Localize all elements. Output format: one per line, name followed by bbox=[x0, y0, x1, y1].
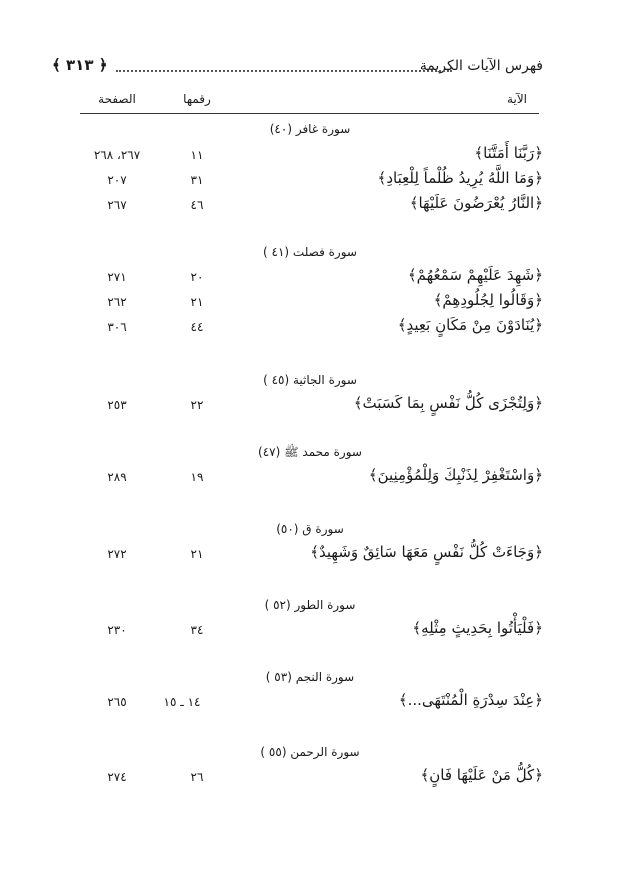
surah-heading: سورة ق (٥٠) bbox=[276, 522, 344, 536]
page-ref: ٢٦٥ bbox=[107, 695, 127, 709]
verse-text: ﴿شَهِدَ عَلَيْهِمْ سَمْعُهُمْ﴾ bbox=[407, 266, 543, 284]
page-ref: ٣٠٦ bbox=[107, 320, 127, 334]
verse-text: ﴿وَمَا اللَّهُ يُرِيدُ ظُلْماً لِلْعِبَادِ﴾ bbox=[377, 169, 543, 187]
running-title: فهرس الآيات الكريمة bbox=[419, 58, 543, 74]
verse-number: ٤٤ bbox=[190, 320, 204, 334]
surah-heading: سورة الرحمن (٥٥ ) bbox=[260, 745, 360, 759]
verse-text: ﴿النَّارُ يُعْرَضُونَ عَلَيْهَا﴾ bbox=[409, 194, 543, 212]
surah-heading: سورة الطور (٥٢ ) bbox=[264, 598, 356, 612]
page-ref: ٢٦٧ bbox=[107, 198, 127, 212]
verse-text: ﴿وَقَالُوا لِجُلُودِهِمْ﴾ bbox=[433, 291, 543, 309]
verse-number: ١٩ bbox=[190, 470, 204, 484]
page-ref: ٢٣٠ bbox=[107, 623, 127, 637]
page-ref: ٢٧١ bbox=[107, 270, 127, 284]
leader-dots bbox=[116, 70, 452, 72]
page-ref: ٢٨٩ bbox=[107, 470, 127, 484]
page-number: ﴿ ٣١٣ ﴾ bbox=[52, 56, 108, 74]
verse-number: ٣٤ bbox=[190, 623, 204, 637]
verse-text: ﴿كُلُّ مَنْ عَلَيْهَا فَانٍ﴾ bbox=[420, 766, 543, 784]
verse-text: ﴿وَاسْتَغْفِرْ لِذَنْبِكَ وَلِلْمُؤْمِنِينَ﴾ bbox=[368, 466, 543, 484]
page-ref: ٢٠٧ bbox=[107, 173, 127, 187]
page-ref: ٢٧٢ bbox=[107, 547, 127, 561]
surah-heading: سورة الجاثية (٤٥ ) bbox=[263, 373, 357, 387]
verse-number: ٢١ bbox=[190, 547, 204, 561]
surah-heading: سورة فصلت (٤١ ) bbox=[263, 245, 357, 259]
verse-number: ١٤ ـ ١٥ bbox=[163, 695, 201, 709]
surah-heading: سورة النجم (٥٣ ) bbox=[265, 670, 355, 684]
page-ref: ٢٥٣ bbox=[107, 398, 127, 412]
verse-number: ٣١ bbox=[190, 173, 204, 187]
page-column-header: الصفحة bbox=[98, 92, 136, 106]
number-column-header: رقمها bbox=[183, 92, 211, 106]
surah-heading: سورة غافر (٤٠) bbox=[269, 122, 351, 136]
verse-text: ﴿رَبَّنَا أَمَتَّنَا﴾ bbox=[474, 144, 543, 162]
verse-text: ﴿يُنَادَوْنَ مِنْ مَكَانٍ بَعِيدٍ﴾ bbox=[397, 316, 543, 334]
verse-text: ﴿فَلْيَأْتُوا بِحَدِيثٍ مِثْلِهِ﴾ bbox=[412, 619, 543, 637]
verse-text: ﴿وَلِتُجْزَى كُلُّ نَفْسٍ بِمَا كَسَبَتْ﴾ bbox=[353, 394, 543, 412]
verse-text: ﴿عِنْدَ سِدْرَةِ الْمُنْتَهَى...﴾ bbox=[398, 691, 543, 709]
verse-column-header: الآية bbox=[507, 92, 527, 106]
verse-number: ٢١ bbox=[190, 295, 204, 309]
verse-number: ٤٦ bbox=[190, 198, 204, 212]
header-rule bbox=[80, 113, 539, 114]
verse-number: ٢٢ bbox=[190, 398, 204, 412]
page-ref: ٢٦٢ bbox=[107, 295, 127, 309]
verse-text: ﴿وَجَاءَتْ كُلُّ نَفْسٍ مَعَهَا سَائِقٌ وَشَهِيدٌ﴾ bbox=[310, 543, 543, 561]
verse-number: ٢٦ bbox=[190, 770, 204, 784]
page-ref: ٢٦٧، ٢٦٨ bbox=[93, 148, 141, 162]
verse-number: ١١ bbox=[190, 148, 204, 162]
verse-number: ٢٠ bbox=[190, 270, 204, 284]
page-ref: ٢٧٤ bbox=[107, 770, 127, 784]
surah-heading: سورة محمد ﷺ (٤٧) bbox=[258, 445, 362, 459]
